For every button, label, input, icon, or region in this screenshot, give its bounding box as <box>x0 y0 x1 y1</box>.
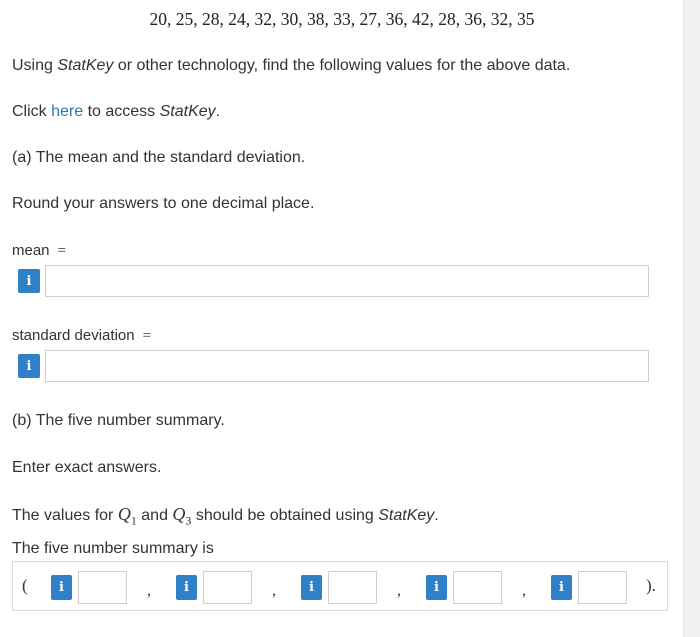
mean-label: mean = <box>12 242 66 259</box>
summary-intro: The five number summary is <box>12 540 214 557</box>
q3-symbol: $Q_3$ <box>172 504 192 528</box>
summary-slot-max <box>551 571 627 604</box>
sd-answer-row <box>13 350 649 382</box>
part-b-title: (b) The five number summary. <box>12 412 225 429</box>
info-icon[interactable]: i <box>176 575 197 600</box>
median-input[interactable] <box>328 571 377 604</box>
instructions-text: Using StatKey or other technology, find the following values for the above data. <box>12 57 571 74</box>
q1-symbol: $Q_1$ <box>117 504 137 528</box>
statkey-text: StatKey <box>57 57 114 74</box>
close-paren: ). <box>646 576 656 595</box>
info-icon[interactable]: i <box>18 269 40 293</box>
maximum-input[interactable] <box>578 571 627 604</box>
access-text: Click here to access StatKey. <box>12 103 221 120</box>
quartile-note: The values for $Q_1$ and $Q_3$ should be obtained using StatKey. <box>12 504 439 528</box>
mean-input[interactable] <box>45 265 649 297</box>
comma: , <box>272 582 276 599</box>
part-a-title: (a) The mean and the standard deviation. <box>12 149 306 166</box>
open-paren: ( <box>22 576 28 595</box>
summary-slot-median <box>301 571 377 604</box>
sd-input[interactable] <box>45 350 649 382</box>
info-icon[interactable]: i <box>551 575 572 600</box>
scrollbar-track[interactable] <box>683 0 700 637</box>
summary-slot-min <box>51 571 127 604</box>
comma: , <box>522 582 526 599</box>
comma: , <box>147 582 151 599</box>
info-icon[interactable]: i <box>301 575 322 600</box>
info-icon[interactable]: i <box>51 575 72 600</box>
q3-input[interactable] <box>453 571 502 604</box>
q1-input[interactable] <box>203 571 252 604</box>
info-icon[interactable]: i <box>18 354 40 378</box>
summary-slot-q1 <box>176 571 252 604</box>
data-values: 20, 25, 28, 24, 32, 30, 38, 33, 27, 36, 42, 28, 36, 32, 35 <box>149 9 535 29</box>
five-number-summary <box>12 561 668 611</box>
info-icon[interactable]: i <box>426 575 447 600</box>
mean-answer-row <box>13 265 649 297</box>
summary-slot-q3 <box>426 571 502 604</box>
statkey-link[interactable]: here <box>51 103 84 120</box>
sd-label: standard deviation = <box>12 327 152 344</box>
minimum-input[interactable] <box>78 571 127 604</box>
comma: , <box>397 582 401 599</box>
round-note: Round your answers to one decimal place. <box>12 195 315 212</box>
exact-note: Enter exact answers. <box>12 459 162 476</box>
